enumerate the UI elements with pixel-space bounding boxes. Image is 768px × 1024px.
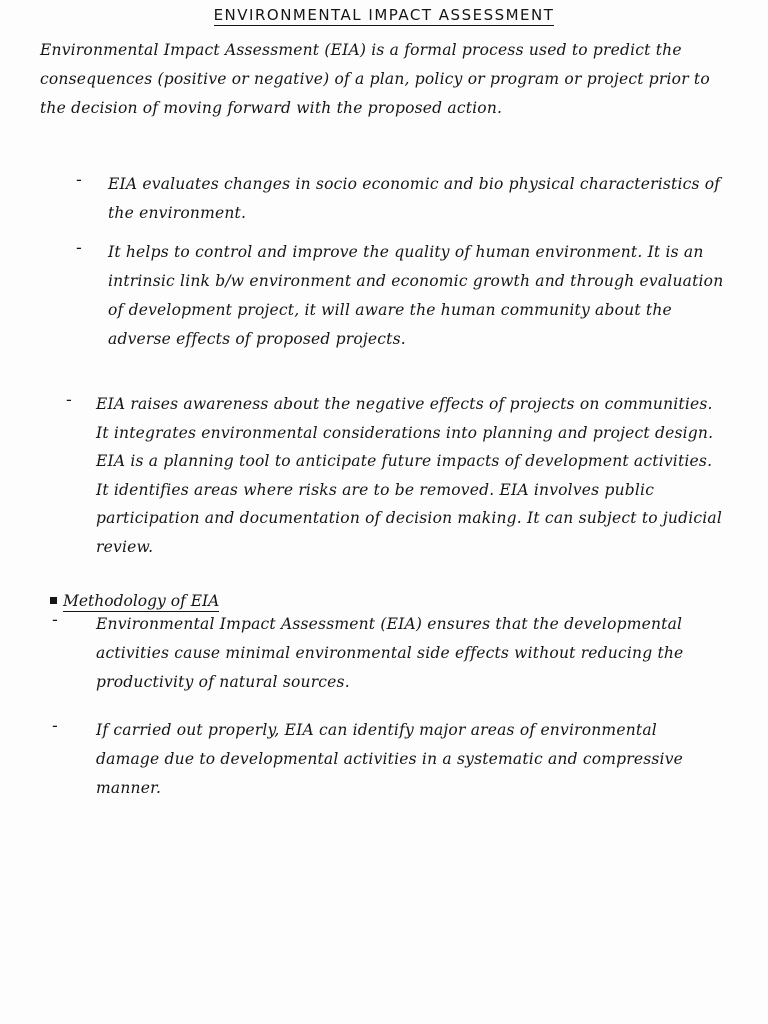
list-dash: - (66, 390, 72, 409)
list-dash: - (52, 610, 58, 629)
page-title-text: ENVIRONMENTAL IMPACT ASSESSMENT (213, 6, 555, 24)
list-item: Environmental Impact Assessment (EIA) ensures that the developmental activities cause minimal environmental side effects without reducing the productivity of natural sources. (96, 615, 684, 691)
section-heading (50, 592, 219, 610)
list-item: If carried out properly, EIA can identify major areas of environmental damage due to developmental activities in a systematic and compressive manner. (96, 721, 684, 797)
intro-paragraph: Environmental Impact Assessment (EIA) is a formal process used to predict the consequences (positive or negative) of a plan, policy or program or project prior to the decision of moving forward with the proposed action. (40, 41, 710, 117)
list-dash: - (76, 170, 82, 189)
list-item: It helps to control and improve the quality of human environment. It is an intrinsic link b/w environment and economic growth and through evaluation of development project, it will aware the human community about the adverse effects of proposed projects. (108, 243, 724, 348)
list-item: EIA evaluates changes in socio economic and bio physical characteristics of the environment. (108, 175, 721, 222)
list-dash: - (76, 238, 82, 257)
list-item: EIA raises awareness about the negative effects of projects on communities. It integrates environmental considerations into planning and project design. EIA is a planning tool to anticipate future impacts of development activities. It identifies areas where risks are to be removed. EIA involves public participation and documentation of decision making. It can subject to judicial review. (96, 395, 723, 556)
section-heading-text: Methodology of EIA (63, 592, 220, 610)
page-title (0, 6, 768, 24)
list-dash: - (52, 716, 58, 735)
bullet-icon (50, 597, 57, 604)
